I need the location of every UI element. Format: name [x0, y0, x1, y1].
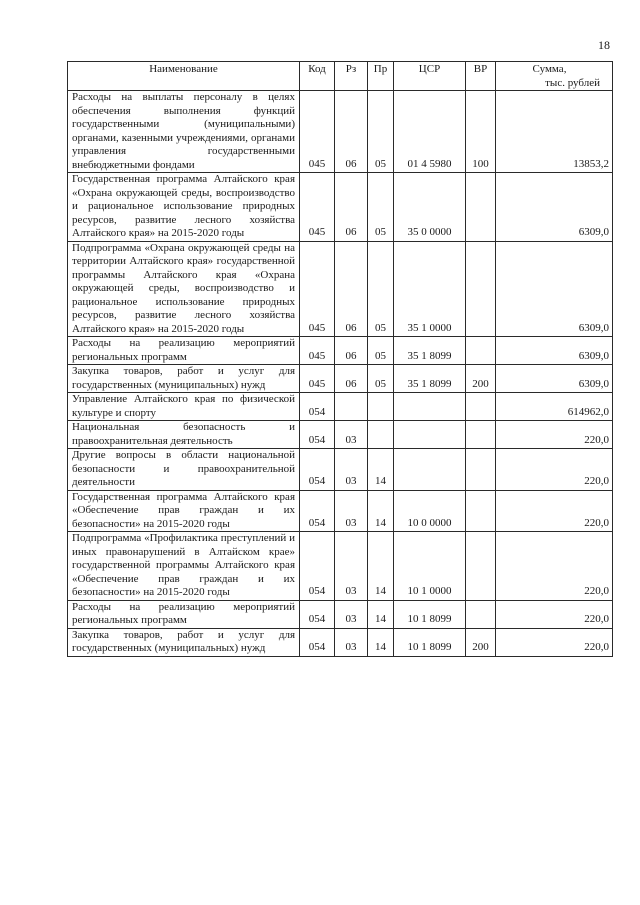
cell-vr — [466, 393, 496, 421]
cell-csr — [394, 421, 466, 449]
cell-kod: 054 — [300, 449, 335, 491]
page-number: 18 — [598, 38, 610, 52]
cell-name: Подпрограмма «Охрана окружающей среды на территории Алтайского края» государственной программы Алтайского края «Охрана окружающей среды, воспроизводство и рациональное использование природных ресурсов, развитие лесного хозяйства Алтайского края» на 2015-2020 годы — [68, 241, 300, 337]
table-row — [68, 365, 613, 393]
cell-kod: 054 — [300, 532, 335, 601]
table-row — [68, 393, 613, 421]
cell-rz: 06 — [335, 365, 368, 393]
header-name: Наименование — [68, 62, 300, 91]
cell-name: Закупка товаров, работ и услуг для государственных (муниципальных) нужд — [68, 628, 300, 656]
cell-name: Другие вопросы в области национальной безопасности и правоохранительной деятельности — [68, 449, 300, 491]
cell-csr: 01 4 5980 — [394, 91, 466, 173]
cell-csr: 10 1 8099 — [394, 628, 466, 656]
cell-rz: 06 — [335, 173, 368, 242]
cell-rz: 03 — [335, 600, 368, 628]
table-header-row — [68, 62, 613, 91]
header-sum-line2: тыс. рублей — [545, 76, 600, 89]
cell-sum: 6309,0 — [496, 241, 613, 337]
cell-pr: 05 — [368, 173, 394, 242]
cell-rz — [335, 393, 368, 421]
cell-vr: 100 — [466, 91, 496, 173]
cell-name: Управление Алтайского края по физической культуре и спорту — [68, 393, 300, 421]
cell-rz: 06 — [335, 241, 368, 337]
header-vr: ВР — [466, 62, 496, 91]
cell-name: Подпрограмма «Профилактика преступлений и иных правонарушений в Алтайском крае» государственной программы Алтайского края «Обеспечение прав граждан и их безопасности» на 2015-2020 годы — [68, 532, 300, 601]
cell-pr: 14 — [368, 490, 394, 532]
header-kod: Код — [300, 62, 335, 91]
header-sum-line1: Сумма, — [532, 63, 567, 75]
cell-kod: 045 — [300, 173, 335, 242]
cell-pr — [368, 393, 394, 421]
cell-vr — [466, 532, 496, 601]
cell-sum: 6309,0 — [496, 365, 613, 393]
cell-rz: 03 — [335, 628, 368, 656]
cell-rz: 06 — [335, 337, 368, 365]
cell-csr: 35 0 0000 — [394, 173, 466, 242]
table-row — [68, 449, 613, 491]
cell-name: Расходы на реализацию мероприятий региональных программ — [68, 600, 300, 628]
cell-name: Расходы на выплаты персоналу в целях обеспечения выполнения функций государственными (муниципальными) органами, казенными учреждениями, органами управления государственными внебюджетными фондами — [68, 91, 300, 173]
cell-rz: 06 — [335, 91, 368, 173]
budget-table — [67, 61, 613, 657]
cell-kod: 054 — [300, 490, 335, 532]
table-row — [68, 337, 613, 365]
table-row — [68, 628, 613, 656]
header-rz: Рз — [335, 62, 368, 91]
cell-pr: 05 — [368, 337, 394, 365]
cell-sum: 220,0 — [496, 421, 613, 449]
cell-vr — [466, 337, 496, 365]
cell-kod: 054 — [300, 628, 335, 656]
header-csr: ЦСР — [394, 62, 466, 91]
header-pr: Пр — [368, 62, 394, 91]
cell-csr: 10 1 8099 — [394, 600, 466, 628]
cell-sum: 6309,0 — [496, 173, 613, 242]
cell-csr — [394, 449, 466, 491]
cell-kod: 045 — [300, 241, 335, 337]
table-row — [68, 173, 613, 242]
cell-sum: 220,0 — [496, 490, 613, 532]
table-row — [68, 490, 613, 532]
cell-sum: 220,0 — [496, 532, 613, 601]
cell-pr: 05 — [368, 241, 394, 337]
cell-pr: 05 — [368, 365, 394, 393]
cell-sum: 6309,0 — [496, 337, 613, 365]
cell-sum: 220,0 — [496, 600, 613, 628]
cell-pr — [368, 421, 394, 449]
cell-vr: 200 — [466, 365, 496, 393]
cell-csr: 35 1 8099 — [394, 337, 466, 365]
cell-kod: 054 — [300, 600, 335, 628]
cell-vr — [466, 490, 496, 532]
cell-name: Государственная программа Алтайского края «Обеспечение прав граждан и их безопасности» на 2015-2020 годы — [68, 490, 300, 532]
table-row — [68, 421, 613, 449]
cell-vr — [466, 600, 496, 628]
cell-vr — [466, 241, 496, 337]
cell-csr: 35 1 0000 — [394, 241, 466, 337]
cell-pr: 14 — [368, 628, 394, 656]
cell-pr: 14 — [368, 600, 394, 628]
cell-name: Закупка товаров, работ и услуг для государственных (муниципальных) нужд — [68, 365, 300, 393]
cell-kod: 045 — [300, 91, 335, 173]
cell-name: Национальная безопасность и правоохранительная деятельность — [68, 421, 300, 449]
cell-sum: 614962,0 — [496, 393, 613, 421]
table-row — [68, 91, 613, 173]
cell-pr: 14 — [368, 449, 394, 491]
cell-vr: 200 — [466, 628, 496, 656]
cell-rz: 03 — [335, 490, 368, 532]
cell-kod: 045 — [300, 337, 335, 365]
cell-sum: 13853,2 — [496, 91, 613, 173]
cell-name: Расходы на реализацию мероприятий региональных программ — [68, 337, 300, 365]
cell-vr — [466, 173, 496, 242]
cell-csr — [394, 393, 466, 421]
cell-rz: 03 — [335, 449, 368, 491]
header-sum — [496, 62, 613, 91]
cell-vr — [466, 421, 496, 449]
cell-kod: 054 — [300, 393, 335, 421]
cell-pr: 05 — [368, 91, 394, 173]
cell-sum: 220,0 — [496, 449, 613, 491]
table-row — [68, 532, 613, 601]
cell-csr: 10 1 0000 — [394, 532, 466, 601]
cell-csr: 10 0 0000 — [394, 490, 466, 532]
cell-rz: 03 — [335, 421, 368, 449]
cell-name: Государственная программа Алтайского края «Охрана окружающей среды, воспроизводство и рациональное использование природных ресурсов, развитие лесного хозяйства Алтайского края» на 2015-2020 годы — [68, 173, 300, 242]
cell-vr — [466, 449, 496, 491]
cell-csr: 35 1 8099 — [394, 365, 466, 393]
cell-kod: 045 — [300, 365, 335, 393]
table-row — [68, 241, 613, 337]
table-row — [68, 600, 613, 628]
cell-rz: 03 — [335, 532, 368, 601]
cell-pr: 14 — [368, 532, 394, 601]
cell-kod: 054 — [300, 421, 335, 449]
cell-sum: 220,0 — [496, 628, 613, 656]
